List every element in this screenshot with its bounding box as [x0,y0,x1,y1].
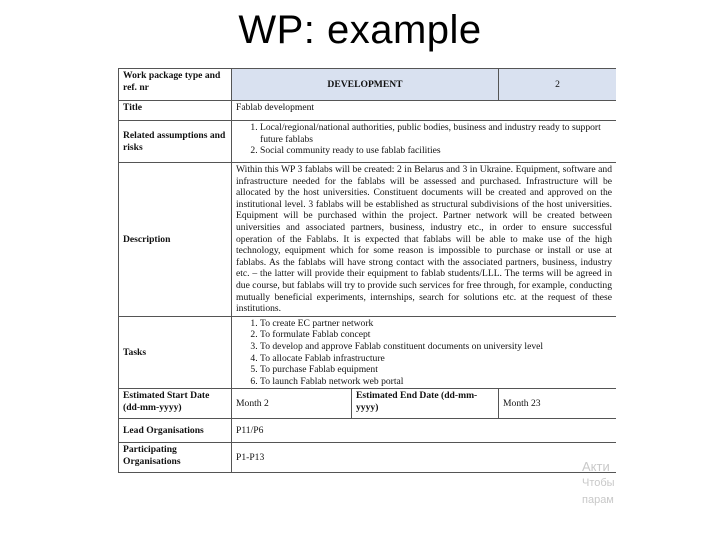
end-date-value: Month 23 [499,389,616,419]
row-title [119,101,617,121]
row-participating [119,443,617,473]
slide-title: WP: example [238,8,482,52]
participating-value: P1-P13 [232,443,617,473]
description-text: Within this WP 3 fablabs will be created: 2 in Belarus and 3 in Ukraine. Equipment, software and infrastructure needed for the fablabs will be assessed and purchased. Infrastructure will be allocated by the host universities. Constituent documents will be created and approved on the institutional level. 3 fablabs will be established as structural subdivisions of the host universities. Equipment will be purchased within the project. Partner network will be created between universities and associated partners, business, industry etc., in order to ensure successful operation of the Fablabs. It is expected that fablabs will be able to make use of the high technology, equipment which for some reason is impossible to purchase or install or use at fablabs. As the fablabs will have strong contact with the associated partners, business, industry etc. – the latter will provide their equipment to fablab students/LLL. The terms will be agreed in due course, but fablabs will try to provide such services for free through, for example, conducting mutually beneficial experiments, internships, search for solutions etc. at the request of these institutions. [236,164,613,315]
assumptions-label: Related assumptions and risks [119,121,232,163]
lead-label: Lead Organisations [119,419,232,443]
list-item: 6. To launch Fablab network web portal [260,376,612,388]
watermark-line-3: парам [582,494,614,506]
wp-type-label: Work package type and ref. nr [119,69,232,101]
watermark-line-2: Чтобы [582,477,615,489]
tasks-label: Tasks [119,316,232,389]
title-label: Title [119,101,232,121]
row-assumptions [119,121,617,163]
list-item: 2. To formulate Fablab concept [260,329,612,341]
participating-label: Participating Organisations [119,443,232,473]
list-item: 1. To create EC partner network [260,318,612,330]
end-date-label: Estimated End Date (dd-mm-yyyy) [352,389,499,419]
work-package-table [118,68,616,473]
list-item: 3. To develop and approve Fablab constituent documents on university level [260,341,612,353]
title-value: Fablab development [232,101,617,121]
row-wp-type [119,69,617,101]
tasks-list [236,318,612,388]
assumptions-list [236,122,612,157]
list-item: 5. To purchase Fablab equipment [260,364,612,376]
start-date-label: Estimated Start Date (dd-mm-yyyy) [119,389,232,419]
start-date-value: Month 2 [232,389,352,419]
row-lead [119,419,617,443]
watermark-line-1: Акти [582,459,610,474]
list-item: 1. Local/regional/national authorities, public bodies, business and industry ready to support future fablabs [260,122,612,145]
wp-type-value: DEVELOPMENT [232,69,499,101]
list-item: 4. To allocate Fablab infrastructure [260,353,612,365]
row-tasks [119,316,617,389]
row-dates [119,389,617,419]
lead-value: P11/P6 [232,419,617,443]
work-package-document [118,68,616,508]
activation-watermark [582,458,642,509]
description-label: Description [119,163,232,317]
list-item: 2. Social community ready to use fablab facilities [260,145,612,157]
row-description [119,163,617,317]
wp-number: 2 [499,69,616,101]
